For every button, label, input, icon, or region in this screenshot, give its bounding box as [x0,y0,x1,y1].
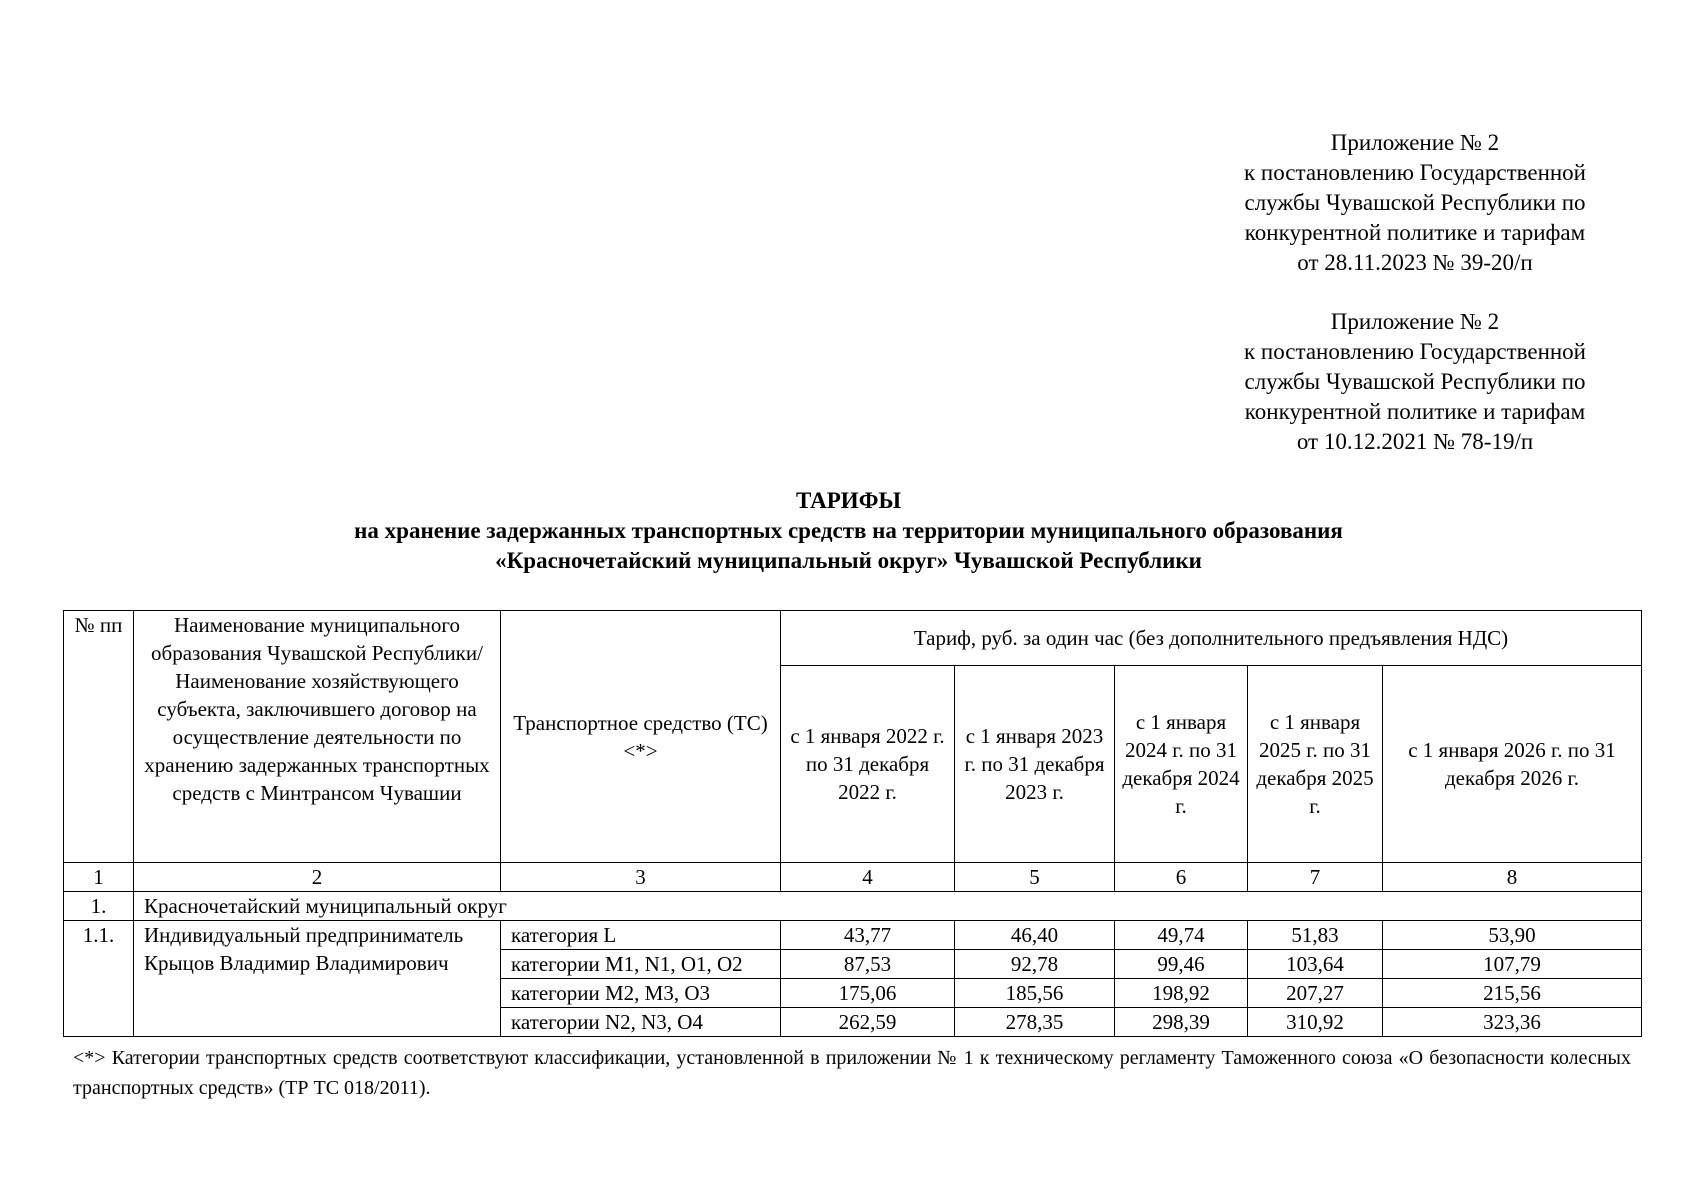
title-heading: ТАРИФЫ [795,488,902,513]
header-period: с 1 января 2022 г. по 31 декабря 2022 г. [781,666,955,863]
annex-line: от 28.11.2023 № 39-20/п [1297,250,1533,275]
column-index: 6 [1115,863,1248,892]
annex-line: службы Чувашской Республики по [1244,369,1586,394]
table-header-row [64,611,1642,666]
title-line: на хранение задержанных транспортных средств на территории муниципального образования [354,518,1343,543]
annex-reference-original [1195,307,1635,457]
tariff-value: 107,79 [1383,950,1642,979]
section-name: Красночетайский муниципальный округ [134,892,1642,921]
footnote: <*> Категории транспортных средств соответствуют классификации, установленной в приложении № 1 к техническому регламенту Таможенного союза «О безопасности колесных транспортных средств» (ТР ТС 018/2011). [73,1047,1631,1099]
column-index: 7 [1248,863,1383,892]
annex-reference-current [1195,128,1635,278]
vehicle-category: категории M1, N1, O1, O2 [501,950,781,979]
tariff-value: 185,56 [955,979,1115,1008]
column-index: 1 [64,863,134,892]
column-index: 2 [134,863,501,892]
entry-name: Индивидуальный предприниматель Крыцов Владимир Владимирович [134,921,501,1037]
tariff-value: 278,35 [955,1008,1115,1037]
tariff-value: 298,39 [1115,1008,1248,1037]
header-period: с 1 января 2025 г. по 31 декабря 2025 г. [1248,666,1383,863]
tariff-value: 49,74 [1115,921,1248,950]
header-vehicle: Транспортное средство (ТС) <*> [501,611,781,863]
tariff-value: 215,56 [1383,979,1642,1008]
tariff-value: 92,78 [955,950,1115,979]
annex-line: Приложение № 2 [1330,130,1500,155]
tariff-table [63,610,1642,1037]
column-index: 5 [955,863,1115,892]
annex-line: к постановлению Государственной [1244,339,1586,364]
document-title [0,486,1697,576]
annex-line: конкурентной политике и тарифам [1244,399,1586,424]
tariff-value: 310,92 [1248,1008,1383,1037]
annex-line: к постановлению Государственной [1244,160,1586,185]
column-index-row [64,863,1642,892]
tariff-value: 99,46 [1115,950,1248,979]
header-period: с 1 января 2023 г. по 31 декабря 2023 г. [955,666,1115,863]
vehicle-category: категория L [501,921,781,950]
header-number: № пп [64,611,134,863]
header-period: с 1 января 2024 г. по 31 декабря 2024 г. [1115,666,1248,863]
header-entity: Наименование муниципального образования Чувашской Республики/ Наименование хозяйствующего субъекта, заключившего договор на осуществление деятельности по хранению задержанных транспортных средств с Минтрансом Чувашии [134,611,501,863]
tariff-value: 87,53 [781,950,955,979]
title-line: «Красночетайский муниципальный округ» Чувашской Республики [495,548,1202,573]
header-tariff-group: Тариф, руб. за один час (без дополнительного предъявления НДС) [781,611,1642,666]
vehicle-category: категории N2, N3, O4 [501,1008,781,1037]
annex-line: Приложение № 2 [1330,309,1500,334]
section-number: 1. [64,892,134,921]
annex-line: службы Чувашской Республики по [1244,190,1586,215]
table-row [64,921,1642,950]
header-period: с 1 января 2026 г. по 31 декабря 2026 г. [1383,666,1642,863]
tariff-value: 175,06 [781,979,955,1008]
annex-line: конкурентной политике и тарифам [1244,220,1586,245]
column-index: 8 [1383,863,1642,892]
tariff-value: 53,90 [1383,921,1642,950]
tariff-value: 43,77 [781,921,955,950]
tariff-value: 46,40 [955,921,1115,950]
tariff-value: 207,27 [1248,979,1383,1008]
tariff-value: 323,36 [1383,1008,1642,1037]
annex-line: от 10.12.2021 № 78-19/п [1296,429,1534,454]
entry-number: 1.1. [64,921,134,1037]
column-index: 3 [501,863,781,892]
vehicle-category: категории M2, M3, O3 [501,979,781,1008]
tariff-value: 51,83 [1248,921,1383,950]
section-row [64,892,1642,921]
tariff-value: 103,64 [1248,950,1383,979]
tariff-value: 198,92 [1115,979,1248,1008]
column-index: 4 [781,863,955,892]
tariff-value: 262,59 [781,1008,955,1037]
